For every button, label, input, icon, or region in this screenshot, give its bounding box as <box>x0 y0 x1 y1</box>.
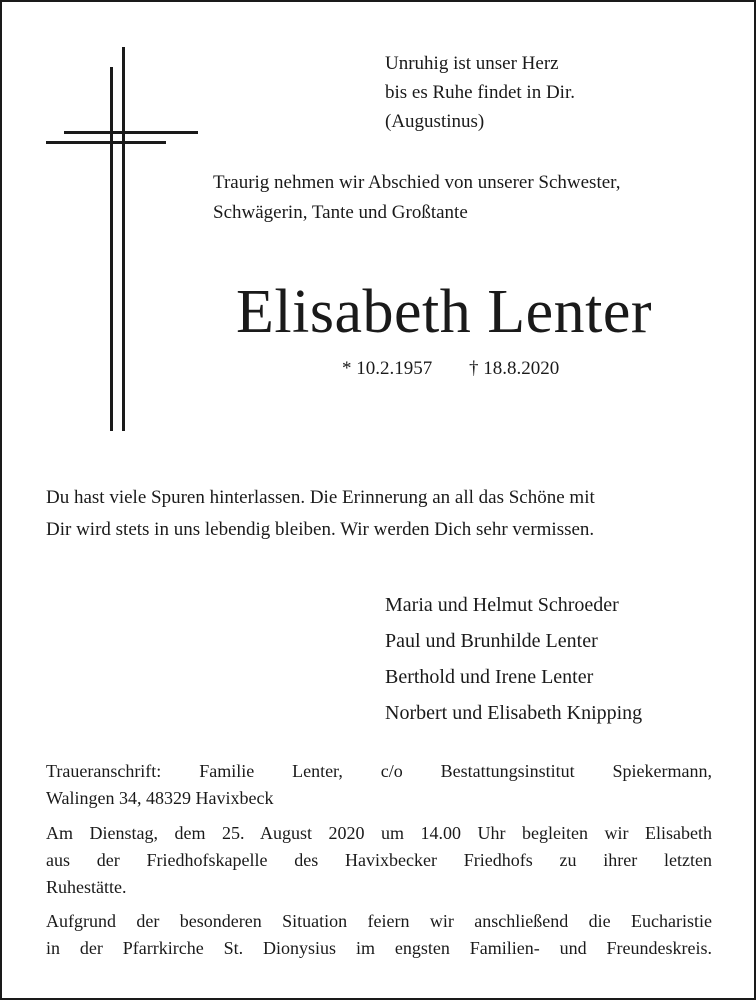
motto-line: Unruhig ist unser Herz <box>385 53 559 74</box>
motto-quote <box>385 49 575 136</box>
mourner-name: Berthold und Irene Lenter <box>385 666 594 688</box>
service-line: aus der Friedhofskapelle des Havixbecker Friedhofs zu ihrer letzten <box>46 850 712 870</box>
service-line: Ruhestätte. <box>46 877 127 897</box>
intro-line: Schwägerin, Tante und Großtante <box>213 202 468 223</box>
motto-line: bis es Ruhe findet in Dir. <box>385 82 575 103</box>
birth-date: * 10.2.1957 <box>342 358 433 379</box>
intro-line: Traurig nehmen wir Abschied von unserer Schwester, <box>213 172 621 193</box>
mourner-name: Maria und Helmut Schroeder <box>385 594 619 616</box>
life-dates <box>342 356 559 382</box>
mourning-address <box>46 758 712 812</box>
mourners-list <box>385 587 642 731</box>
mourner-name: Paul und Brunhilde Lenter <box>385 630 598 652</box>
death-date: † 18.8.2020 <box>469 358 560 379</box>
funeral-service-info <box>46 820 712 901</box>
eucharist-line: in der Pfarrkirche St. Dionysius im engsten Familien- und Freundeskreis. <box>46 938 712 958</box>
memory-line: Dir wird stets in uns lebendig bleiben. Wir werden Dich sehr vermissen. <box>46 519 595 540</box>
service-line: Am Dienstag, dem 25. August 2020 um 14.00 Uhr begleiten wir Elisabeth <box>46 823 712 843</box>
memory-text <box>46 482 595 546</box>
address-line: Walingen 34, 48329 Havixbeck <box>46 788 274 808</box>
eucharist-line: Aufgrund der besonderen Situation feiern wir anschließend die Eucharistie <box>46 911 712 931</box>
address-line: Traueranschrift: Familie Lenter, c/o Bestattungsinstitut Spiekermann, <box>46 761 712 781</box>
deceased-name: Elisabeth Lenter <box>236 278 652 346</box>
motto-attribution: (Augustinus) <box>385 111 485 132</box>
memory-line: Du hast viele Spuren hinterlassen. Die Erinnerung an all das Schöne mit <box>46 487 595 508</box>
mourner-name: Norbert und Elisabeth Knipping <box>385 702 643 724</box>
farewell-intro <box>213 168 620 228</box>
eucharist-info <box>46 908 712 962</box>
cross-icon <box>46 47 198 431</box>
